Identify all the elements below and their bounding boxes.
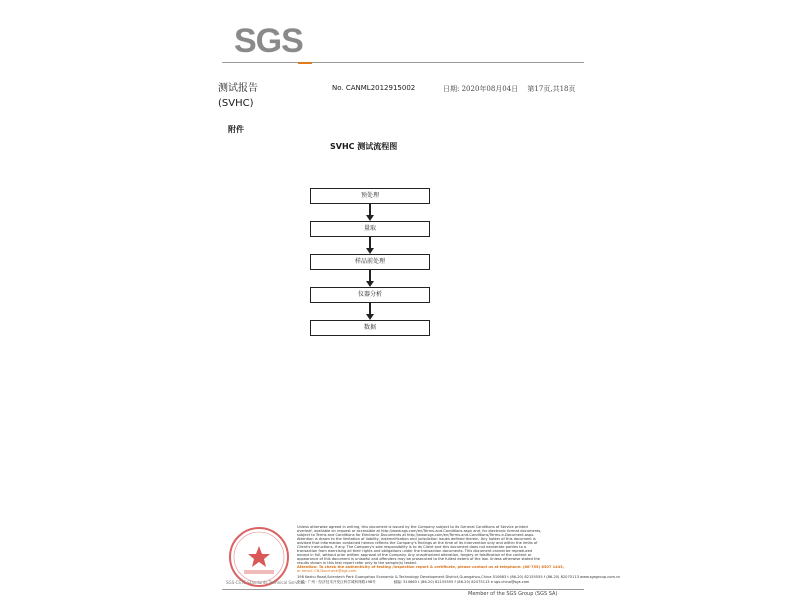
flow-step-measure: 量取 [310, 221, 430, 237]
flow-step-data: 数据 [310, 320, 430, 336]
disclaimer-line: subject to Terms and Conditions for Electronic Documents at http://www.sgs.com/en/Terms-and-Conditions/Terms-e-Document.aspx. [297, 533, 535, 537]
svg-text:SGS-CSTC Standards Technical S: SGS-CSTC Standards Technical Services [226, 580, 306, 585]
address-english: 198 Kezhu Road,Scientech Park Guangzhou Economic & Technology Development District,Guangzhou,China 510663 t (86-20) 82155555 f (86-20) 82075113 www.sgsgroup.com.cn [297, 575, 621, 579]
authenticity-attention: Attention: To check the authenticity of testing /inspection report & certificate, please contact us at telephone: (86-755) 8307 1443, [297, 565, 564, 569]
disclaimer-line: transaction from exercising all their rights and obligations under the transaction documents. This document cannot be reproduced [297, 549, 533, 553]
disclaimer-line: appearance of this document is unlawful and offenders may be prosecuted to the fullest extent of the law. Unless otherwise stated the [297, 557, 540, 561]
disclaimer-line: Client's instructions, if any. The Company's sole responsibility is to its Client and this document does not exonerate parties to a [297, 545, 527, 549]
company-seal-stamp [220, 524, 306, 590]
header-rule [222, 62, 584, 63]
disclaimer-line: overleaf, available on request or accessible at http://www.sgs.com/en/Terms-and-Conditions.aspx and, for electronic format documents, [297, 529, 542, 533]
authenticity-email: or email: CN.Doccheck@sgs.com [297, 569, 357, 573]
header-rule-accent [298, 62, 312, 64]
disclaimer-line: Unless otherwise agreed in writing, this document is issued by the Company subject to its General Conditions of Service printed [297, 525, 528, 529]
flowchart-title: SVHC 测试流程图 [330, 142, 398, 151]
disclaimer-line: results shown in this test report refer only to the sample(s) tested. [297, 561, 417, 565]
disclaimer-line: advised that information contained hereon reflects the Company's findings at the time of its intervention only and within the limits of [297, 541, 538, 545]
report-title: 测试报告 [218, 83, 258, 94]
disclaimer-line: Attention is drawn to the limitation of liability, indemnification and jurisdiction issues defined therein. Any holder of this document is [297, 537, 536, 541]
footer-rule [222, 589, 584, 590]
report-subtitle: (SVHC) [218, 98, 254, 109]
address-chinese: 中国・广州・经济技术开发区科学城科珠路198号 邮编: 510663 t (86-20) 82155555 f (86-20) 82075113 e sgs.china@sgs.com [297, 580, 530, 584]
report-date-page: 日期: 2020年08月04日 第17页,共18页 [443, 85, 576, 93]
sgs-logo [234, 22, 302, 60]
disclaimer-line: except in full, without prior written approval of the Company. Any unauthorized alteration, forgery or falsification of the content or [297, 553, 532, 557]
report-number: No. CANML2012915002 [332, 84, 416, 92]
logo-text: SGS [234, 22, 303, 60]
appendix-label: 附件 [228, 125, 244, 134]
member-of-group: Member of the SGS Group (SGS SA) [468, 591, 558, 597]
flow-step-instrument-analysis: 仪器分析 [310, 287, 430, 303]
flow-step-sample-prep: 样品前处理 [310, 254, 430, 270]
flow-step-pretreatment: 预处理 [310, 188, 430, 204]
